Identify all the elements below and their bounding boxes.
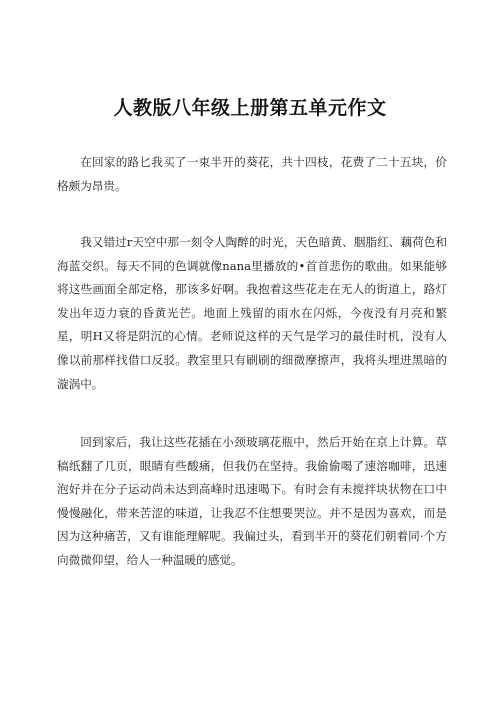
- paragraph-1: 在回家的路匕我买了一束半开的葵花，共十四枝，花费了二十五块，价格颇为昂贵。: [57, 155, 447, 193]
- paragraph-2: 我又错过r天空中那一刻令人陶醉的时光，天色暗黄、胭脂红、藕荷色和海蓝交织。每天不同的色调就像nana里播放的•首首悲伤的歌曲。如果能够将这些画面全部定格，那该多好啊。我抱着这些花走在无人的街道上，路灯发出年迈力衰的昏黄光芒。地面上残留的雨水在闪烁，今夜没有月亮和繁星，明H又将是阴沉的心情。老师说这样的天气是学习的最佳时机，没有人像以前那样找借口反驳。教室里只有刷刷的细微摩擦声，我将头埋进黑暗的漩涡中。: [57, 235, 447, 391]
- document-title: 人教版八年级上册第五单元作文: [113, 97, 387, 119]
- paragraph-3: 回到家后，我让这些花插在小颈玻璃花瓶中，然后开始在京上计算。草稿纸翻了几页，眼睛有些酸痛，但我仍在坚持。我偷偷喝了速溶咖啡，迅速泡好并在分子运动尚未达到高峰时迅速喝下。有时会有未搅拌块状物在口中慢慢融化，带来苦涩的味道，让我忍不住想要哭泣。并不是因为喜欢，而是因为这种痛苦，又有谁能理解呢。我偏过头，看到半开的葵花们朝着同·个方向微微仰望，给人一种温暖的感觉。: [57, 435, 447, 567]
